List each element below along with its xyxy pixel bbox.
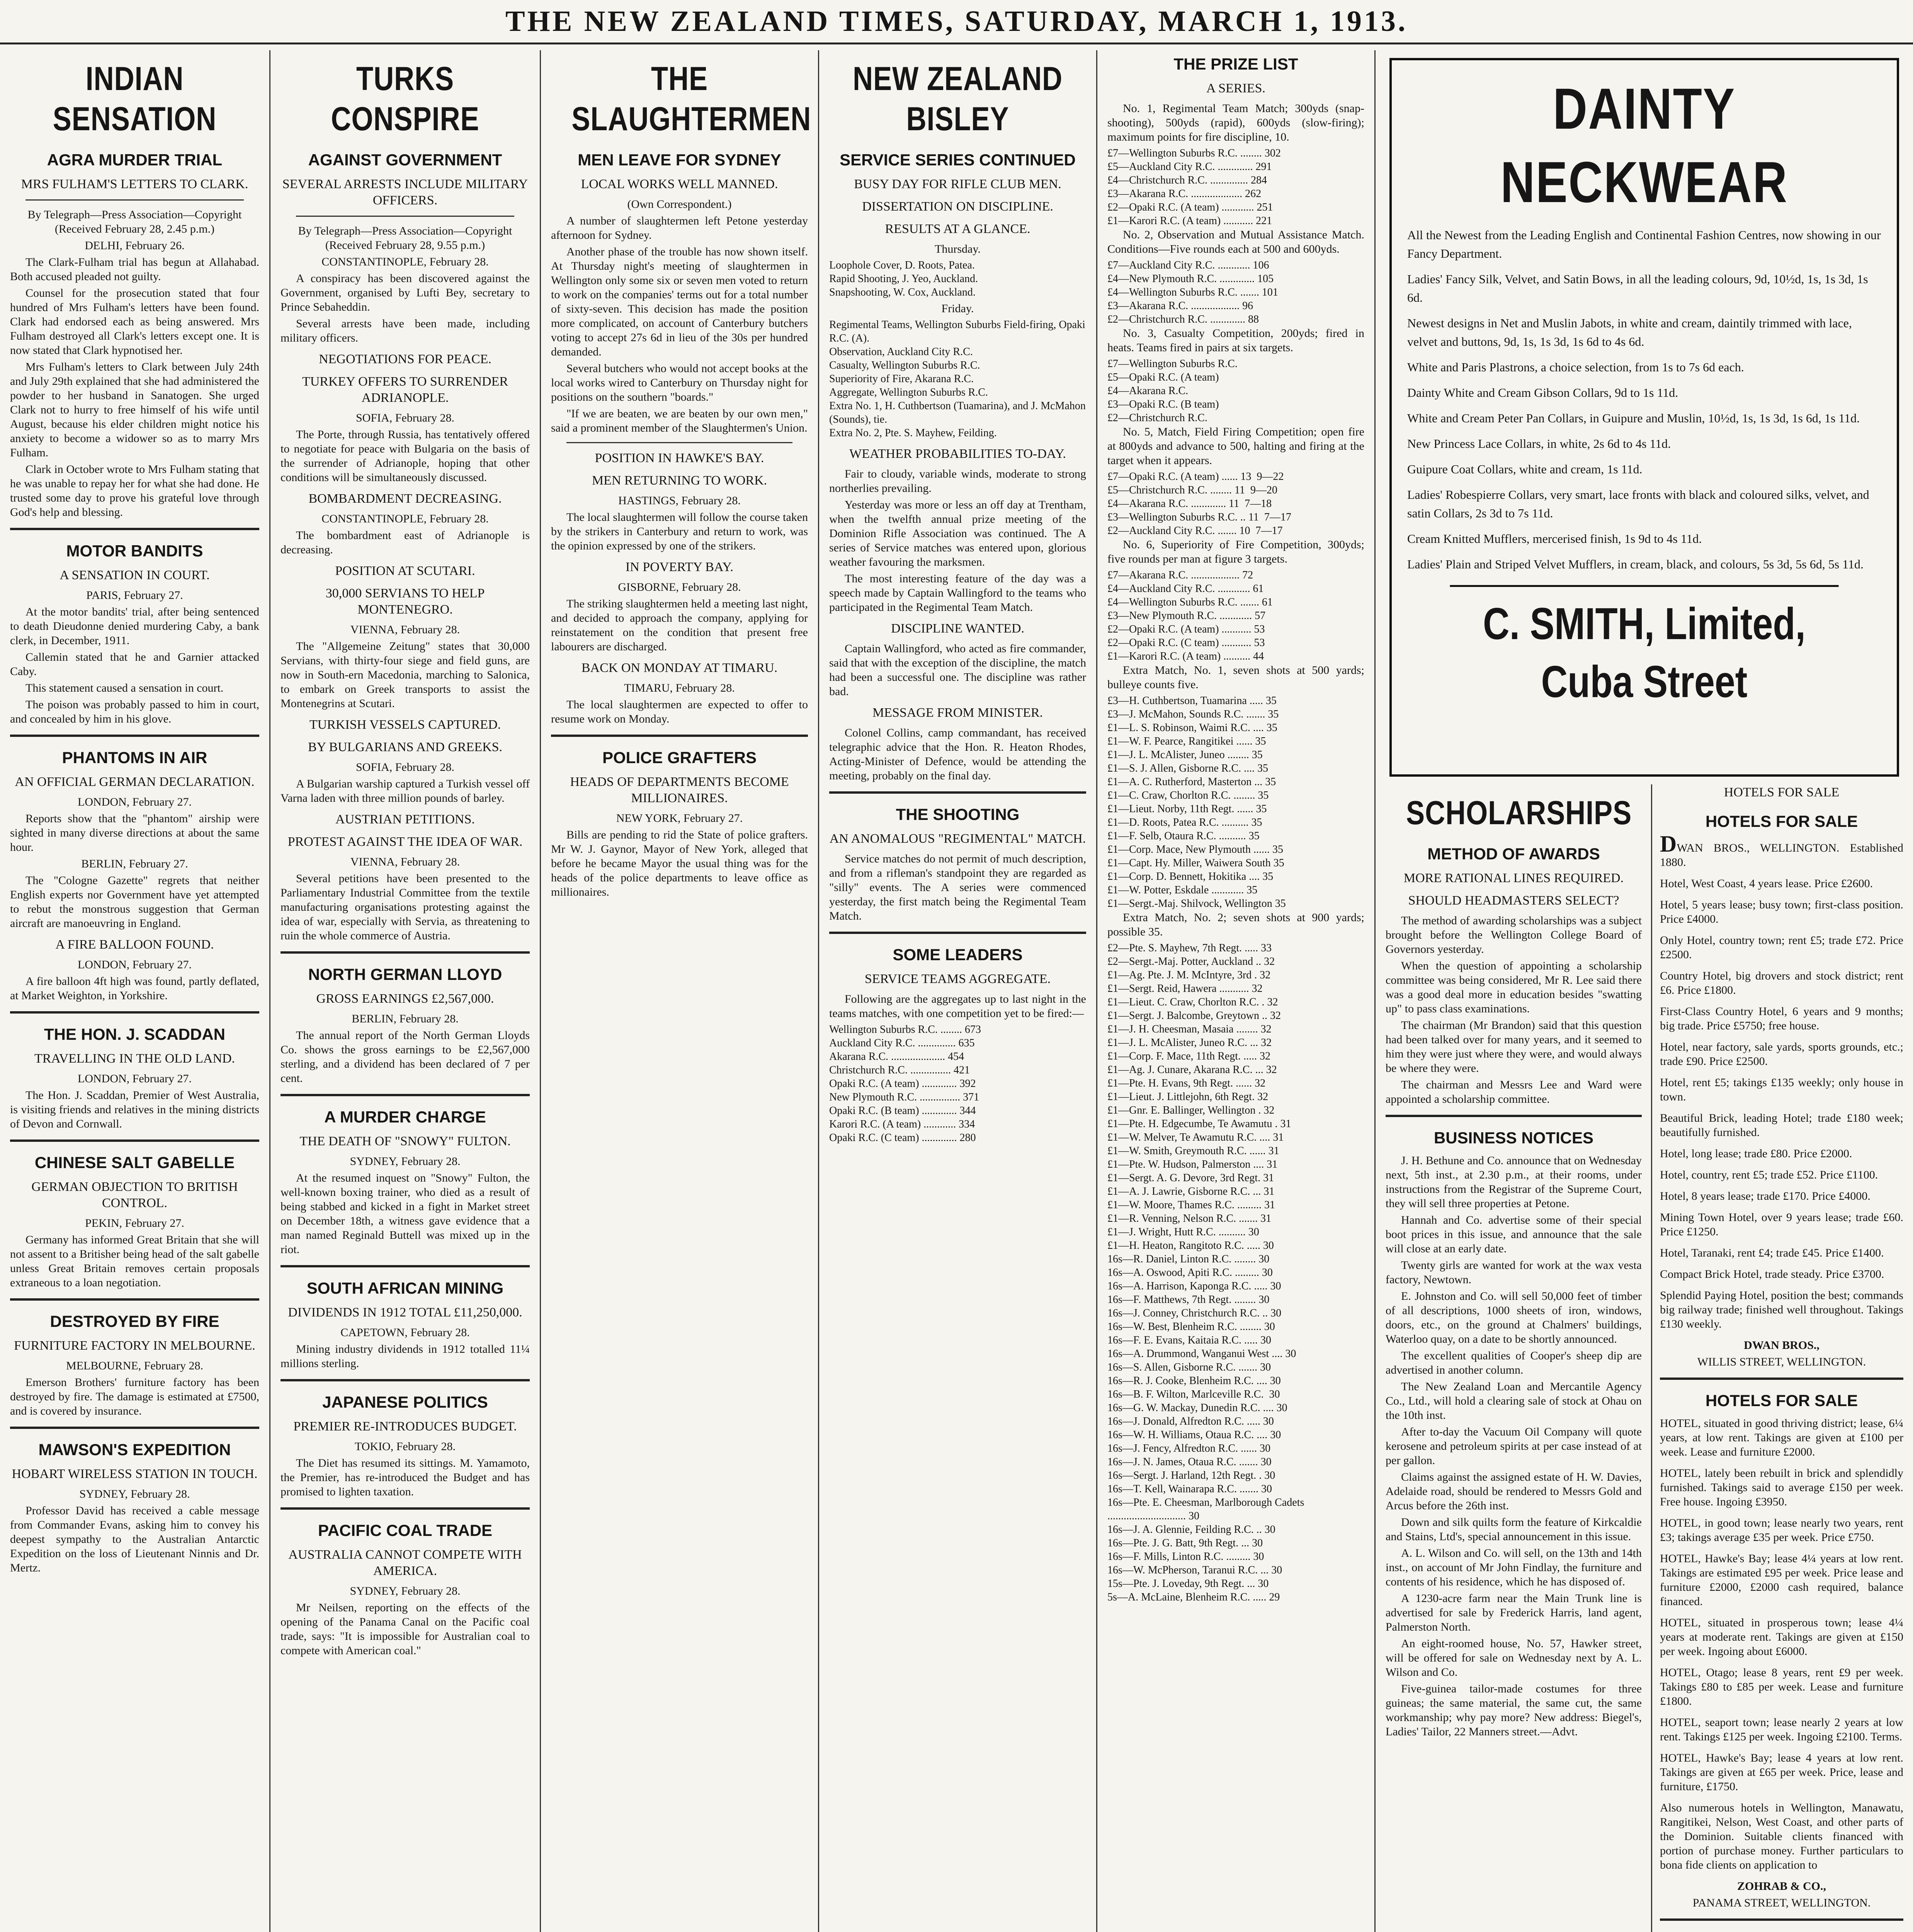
paragraph: Germany has informed Great Britain that she will not assent to a Britisher being head of the salt gabelle unless Great Britain removes certain proposals extraneous to a loan negotiation. xyxy=(10,1233,259,1289)
hotel-listing: HOTEL, Otago; lease 8 years, rent £9 per week. Takings £80 to £85 per week. Lease and furniture £1800. xyxy=(1660,1666,1903,1708)
dwan-intro xyxy=(1660,831,1903,869)
subhead-small: RESULTS AT A GLANCE. xyxy=(885,222,1030,236)
paragraph: Twenty girls are wanted for work at the wax vesta factory, Newtown. xyxy=(1386,1259,1642,1286)
dateline: TIMARU, February 28. xyxy=(624,682,735,694)
subhead-small: AUSTRALIA CANNOT COMPETE WITH AMERICA. xyxy=(288,1548,522,1578)
masthead: THE NEW ZEALAND TIMES, SATURDAY, MARCH 1, 1913. xyxy=(0,0,1913,44)
section-divider xyxy=(829,791,1086,794)
paragraph: The "Cologne Gazette" regrets that neither English experts nor Government have yet attempted to rebut the monstrous suggestion that German aircraft are manoeuvring in England. xyxy=(10,874,259,930)
subhead-small: DIVIDENDS IN 1912 TOTAL £11,250,000. xyxy=(288,1305,522,1320)
dateline: HASTINGS, February 28. xyxy=(618,494,741,507)
subhead-small: THE DEATH OF "SNOWY" FULTON. xyxy=(299,1134,511,1148)
section-divider xyxy=(10,1298,259,1301)
paragraph: Another phase of the trouble has now shown itself. At Thursday night's meeting of slaughtermen in Wellington only some six or seven men voted to return to work on the companies' terms out for a total number of sixty-seven. This decision has made the position more complicated, on account of Canterbury butchers voting to accept 27s 6d in lieu of the 30s per hundred demanded. xyxy=(551,245,808,358)
paragraph: The most interesting feature of the day was a speech made by Captain Wallingford to the teams who participated in the Regimental Team Match. xyxy=(829,572,1086,614)
headline-salt-gabelle: CHINESE SALT GABELLE xyxy=(34,1153,235,1172)
paragraph: An eight-roomed house, No. 57, Hawker street, will be offered for sale on Wednesday next by A. L. Wilson and Co. xyxy=(1386,1637,1642,1679)
hotel-listing: Hotel, Taranaki, rent £4; trade £45. Price £1400. xyxy=(1660,1247,1884,1259)
headline-some-leaders: SOME LEADERS xyxy=(893,946,1023,964)
paragraph: After to-day the Vacuum Oil Company will quote kerosene and petroleum spirits at per case instead of at per gallon. xyxy=(1386,1425,1642,1467)
section-divider xyxy=(10,735,259,737)
scholarships-column xyxy=(1386,784,1652,1932)
prize-list: £2—Pte. S. Mayhew, 7th Regt. ..... 33 £2—Sergt.-Maj. Potter, Auckland .. 32 £1—Ag. Pte. J. M. McIntyre, 3rd . 32 £1—Sergt. Reid, Hawera ........... 32 £1—Lieut. C. Craw, Chorlton R.C. . 32 £1—Sergt. J. Balcombe, Greytown .. 32 £1—J. H. Cheesman, Masaia ........ 32 £1—J. L. McAlister, Juneo R.C. ... 32 £1—Corp. F. Mace, 11th Regt. ..... 32 £1—Ag. J. Cunare, Akarana R.C. ... 32 £1—Pte. H. Evans, 9th Regt. ...... 32 £1—Lieut. J. Littlejohn, 6th Regt. 32 £1—Gnr. E. Ballinger, Wellington . 32 £1—Pte. H. Edgecumbe, Te Awamutu . 31 £1—W. Melver, Te Awamutu R.C. .... 31 £1—W. Smith, Greymouth R.C. ...... 31 £1—Pte. W. Hudson, Palmerston .... 31 £1—Sergt. A. G. Devore, 3rd Regt. 31 £1—A. J. Lawrie, Gisborne R.C. ... 31 £1—W. Moore, Thames R.C. ......... 31 £1—R. Venning, Nelson R.C. ....... 31 £1—J. Wright, Hutt R.C. .......... 30 £1—H. Heaton, Rangitoto R.C. ..... 30 xyxy=(1107,942,1291,1252)
prize-list: £7—Wellington Suburbs R.C. ........ 302 £5—Auckland City R.C. ............. 291 £4—Christchurch R.C. .............. 284 £3—Akarana R.C. ................... 262 £2—Opaki R.C. (A team) ............ 251 £1—Karori R.C. (A team) ........... 221 xyxy=(1107,147,1281,227)
subhead-small: POSITION AT SCUTARI. xyxy=(335,564,475,578)
dateline: SOFIA, February 28. xyxy=(356,761,454,774)
divider xyxy=(26,199,244,201)
paragraph: Emerson Brothers' furniture factory has been destroyed by fire. The damage is estimated at £7500, and is covered by insurance. xyxy=(10,1376,259,1417)
hotel-listing: HOTEL, lately been rebuilt in brick and splendidly furnished. Takings said to average £150 per week. Free house. Ingoing £3950. xyxy=(1660,1467,1903,1508)
divider xyxy=(566,442,792,443)
hotel-listing: Mining Town Hotel, over 9 years lease; trade £60. Price £1250. xyxy=(1660,1211,1903,1238)
subhead-small: BY BULGARIANS AND GREEKS. xyxy=(308,740,503,754)
hotel-listing: Hotel, West Coast, 4 years lease. Price £2600. xyxy=(1660,877,1873,890)
dateline: LONDON, February 27. xyxy=(78,958,192,971)
ad-lines xyxy=(1407,226,1881,573)
signature: DWAN BROS., xyxy=(1744,1339,1819,1352)
dateline: PEKIN, February 27. xyxy=(85,1217,184,1230)
paragraph: The excellent qualities of Cooper's sheep dip are advertised in another column. xyxy=(1386,1349,1642,1376)
dateline: VIENNA, February 28. xyxy=(350,855,460,868)
paragraph: Several petitions have been presented to the Parliamentary Industrial Committee from the textile manufacturing organisations protesting against the idea of war, especially with Servia, as threatening to ruin the whole commerce of Austria. xyxy=(281,872,530,942)
prize-list: 16s—R. Daniel, Linton R.C. ........ 30 16s—A. Oswood, Apiti R.C. ......... 30 16s—A. Harrison, Kaponga R.C. ..... 30 16s—F. Matthews, 7th Regt. ........ 30 16s—J. Conney, Christchurch R.C. .. 30 16s—W. Best, Blenheim R.C. ........ 30 16s—F. E. Evans, Kaitaia R.C. ..... 30 16s—A. Drummond, Wanganui West .... 30 16s—S. Allen, Gisborne R.C. ....... 30 16s—R. J. Cooke, Blenheim R.C. .... 30 16s—B. F. Wilton, Marlceville R.C. 30 16s—G. W. Mackay, Dunedin R.C. .... 30 16s—J. Donald, Alfredton R.C. ..... 30 16s—W. H. Williams, Otaua R.C. .... 30 16s—J. Fency, Alfredton R.C. ...... 30 16s—J. N. James, Otaua R.C. ....... 30 16s—Sergt. J. Harland, 12th Regt. . 30 16s—T. Kell, Wainarapa R.C. ....... 30 16s—Pte. E. Cheesman, Marlborough Cadets ............................. 30 16s—J. A. Glennie, Feilding R.C. .. 30 16s—Pte. J. G. Batt, 9th Regt. ... 30 16s—F. Mills, Linton R.C. ......... 30 16s—W. McPherson, Taranui R.C. ... 30 15s—Pte. J. Loveday, 9th Regt. ... 30 5s—A. McLaine, Blenheim R.C. ..... 29 xyxy=(1107,1253,1304,1603)
subhead-small: IN POVERTY BAY. xyxy=(625,560,734,574)
signature-address: WILLIS STREET, WELLINGTON. xyxy=(1697,1355,1866,1368)
dateline: TOKIO, February 28. xyxy=(354,1440,456,1453)
subhead-small: MEN RETURNING TO WORK. xyxy=(592,473,767,488)
headline-south-african-mining: SOUTH AFRICAN MINING xyxy=(306,1279,504,1297)
dateline: Friday. xyxy=(941,302,974,315)
headline-hotels-for-sale-2: HOTELS FOR SALE xyxy=(1705,1391,1858,1410)
subhead-small: AUSTRIAN PETITIONS. xyxy=(335,812,475,827)
headline-scholarships: SCHOLARSHIPS xyxy=(1406,794,1632,832)
subhead-small: NEGOTIATIONS FOR PEACE. xyxy=(319,352,491,366)
credit: By Telegraph—Press Association—Copyright (Received February 28, 2.45 p.m.) xyxy=(27,208,242,235)
paragraph: The local slaughtermen are expected to offer to resume work on Monday. xyxy=(551,698,808,725)
column-5 xyxy=(1097,50,1376,1932)
dateline: SYDNEY, February 28. xyxy=(350,1585,461,1597)
hotels-banner: HOTELS FOR SALE xyxy=(1724,785,1840,799)
ad-line: Dainty White and Cream Gibson Collars, 9d to 1s 11d. xyxy=(1407,386,1678,400)
dateline: LONDON, February 27. xyxy=(78,1072,192,1085)
paragraph: Reports show that the "phantom" airship were sighted in many diverse directions at about the same hour. xyxy=(10,812,259,854)
hotel-listing: Hotel, near factory, sale yards, sports grounds, etc.; trade £90. Price £2500. xyxy=(1660,1041,1903,1068)
ad-line: White and Cream Peter Pan Collars, in Guipure and Muslin, 10½d, 1s, 1s 3d, 1s 6d, 1s 11d. xyxy=(1407,411,1860,425)
subhead-small: A SENSATION IN COURT. xyxy=(60,568,210,582)
column-2 xyxy=(270,50,541,1932)
headline-the-shooting: THE SHOOTING xyxy=(896,805,1020,823)
paragraph: At the motor bandits' trial, after being sentenced to death Dieudonne denied murdering Caby, a bank clerk, in December, 1911. xyxy=(10,605,259,647)
paragraph: Mr Neilsen, reporting on the effects of the opening of the Panama Canal on the Pacific coal trade, says: "It is impossible for Australian coal to compete with American coal." xyxy=(281,1601,530,1657)
headline-hotels-for-sale: HOTELS FOR SALE xyxy=(1705,812,1858,830)
paragraph: Counsel for the prosecution stated that four hundred of Mrs Fulham's letters have been found. Clark had endorsed each as being answered. Mrs Fulham destroyed all Clark's letters except one. It is now stated that Clark hypnotised her. xyxy=(10,287,259,357)
paragraph: Callemin stated that he and Garnier attacked Caby. xyxy=(10,651,259,678)
paragraph: Claims against the assigned estate of H. W. Davies, Adelaide road, should be rendered to Messrs Gold and Arcus before the 26th inst. xyxy=(1386,1471,1642,1512)
paragraph: Five-guinea tailor-made costumes for three guineas; the same material, the same cut, the same workmanship; why pay more? New address: Biegel's, Ladies' Tailor, 22 Manners street.—Advt. xyxy=(1386,1682,1642,1738)
subhead-small: DISSERTATION ON DISCIPLINE. xyxy=(862,199,1053,214)
hotel-listing: Hotel, 8 years lease; trade £170. Price £4000. xyxy=(1660,1190,1870,1202)
neckwear-advertisement xyxy=(1389,58,1899,777)
section-divider xyxy=(829,932,1086,934)
dateline: BERLIN, February 28. xyxy=(352,1012,459,1025)
ad-line: Ladies' Robespierre Collars, very smart, lace fronts with black and coloured silks, velvet, and satin Collars, 2s 3d to 7s 11d. xyxy=(1407,488,1869,520)
hotel-listing: Hotel, 5 years lease; busy town; first-class position. Price £4000. xyxy=(1660,898,1903,925)
subhead-small: MORE RATIONAL LINES REQUIRED. xyxy=(1403,871,1624,885)
subhead-small: 30,000 SERVIANS TO HELP MONTENEGRO. xyxy=(325,586,485,617)
subhead-small: BOMBARDMENT DECREASING. xyxy=(308,492,502,506)
prize-list: £7—Akarana R.C. .................. 72 £4—Auckland City R.C. ............ 61 £4—Wellington Suburbs R.C. ....... 61 £3—New Plymouth R.C. ............ 57 £2—Opaki R.C. (A team) ........... 53 £2—Opaki R.C. (C team) ........... 53 £1—Karori R.C. (A team) .......... 44 xyxy=(1107,569,1273,662)
paragraph: The bombardment east of Adrianople is decreasing. xyxy=(281,529,530,556)
dateline: LONDON, February 27. xyxy=(78,796,192,808)
subhead-small: MESSAGE FROM MINISTER. xyxy=(872,706,1043,720)
paragraph: A number of slaughtermen left Petone yesterday afternoon for Sydney. xyxy=(551,214,808,242)
drop-cap: D xyxy=(1660,831,1677,857)
section-divider xyxy=(10,1011,259,1014)
paragraph: A 1230-acre farm near the Main Trunk line is advertised for sale by Frederick Harris, land agent, Palmerston North. xyxy=(1386,1592,1642,1633)
hotel-listing: HOTEL, Hawke's Bay; lease 4 years at low rent. Takings are given at £65 per week. Price, lease and furniture, £1750. xyxy=(1660,1752,1903,1793)
headline-nz-bisley: NEW ZEALAND BISLEY xyxy=(853,60,1063,138)
paragraph: A Bulgarian warship captured a Turkish vessel off Varna laden with three million pounds of barley. xyxy=(281,777,530,804)
signature-address: PANAMA STREET, WELLINGTON. xyxy=(1692,1896,1871,1909)
paragraph: The "Allgemeine Zeitung" states that 30,000 Servians, with thirty-four siege and field guns, are now in South-ern Macedonia, marching to Salonica, to embark on Greek transports to assist the Montenegrins at Scutari. xyxy=(281,640,530,710)
column-1 xyxy=(0,50,270,1932)
paragraph: Mrs Fulham's letters to Clark between July 24th and July 29th explained that she had administered the powder to her husband in Sanatogen. She urged Clark not to hurry to free himself of his wife until August, because his elder children might notice his anxiety to become a widower so as to marry Mrs Fulham. xyxy=(10,361,259,459)
dateline: (Own Correspondent.) xyxy=(627,198,732,211)
paragraph: This statement caused a sensation in court. xyxy=(26,682,224,694)
dateline: SYDNEY, February 28. xyxy=(350,1155,461,1168)
credit: By Telegraph—Press Association—Copyright (Received February 28, 9.55 p.m.) xyxy=(298,224,512,252)
subhead-small: TURKISH VESSELS CAPTURED. xyxy=(309,718,501,732)
paragraph: No. 5, Match, Field Firing Competition; open fire at 800yds and advance to 500, halting and firing at the target when it appears. xyxy=(1107,425,1364,467)
headline-indian-sensation: INDIAN SENSATION xyxy=(53,60,217,138)
results-list: Regimental Teams, Wellington Suburbs Field-firing, Opaki R.C. (A). Observation, Auckland City R.C. Casualty, Wellington Suburbs R.C. Superiority of Fire, Akarana R.C. Aggregate, Wellington Suburbs R.C. Extra No. 1, H. Cuthbertson (Tuamarina), and J. McMahon (Sounds), tie. Extra No. 2, Pte. S. Mayhew, Feilding. xyxy=(829,319,1086,439)
subhead-small: PROTEST AGAINST THE IDEA OF WAR. xyxy=(287,835,523,849)
section-divider xyxy=(10,528,259,530)
section-divider xyxy=(10,1139,259,1142)
subhead: SERVICE SERIES CONTINUED xyxy=(840,151,1076,169)
paragraph: A conspiracy has been discovered against the Government, organised by Lufti Bey, secretary to Prince Sebaheddin. xyxy=(281,272,530,313)
paragraph: At the resumed inquest on "Snowy" Fulton, the well-known boxing trainer, who died as a result of being stabbed and kicked in a fight in Market street on December 18th, a witness gave evidence that a man named Reginald Buttell was mixed up in the riot. xyxy=(281,1172,530,1256)
subhead-small: SEVERAL ARRESTS INCLUDE MILITARY OFFICERS. xyxy=(282,177,528,207)
ad-title: DAINTY NECKWEAR xyxy=(1500,76,1788,214)
paragraph: Hannah and Co. advertise some of their special boot prices in this issue, and announce that the sale will close at an early date. xyxy=(1386,1214,1642,1255)
column-6 xyxy=(1376,50,1913,1932)
paragraph: Bills are pending to rid the State of police grafters. Mr W. J. Gaynor, Mayor of New York, alleged that before he became Mayor the usual thing was for the heads of the police departments to leave office as millionaires. xyxy=(551,828,808,898)
headline-slaughtermen: THE SLAUGHTERMEN xyxy=(571,60,811,138)
headline-north-german-lloyd: NORTH GERMAN LLOYD xyxy=(308,965,502,983)
hotel-listing: Hotel, rent £5; takings £135 weekly; only house in town. xyxy=(1660,1076,1903,1103)
hotel-listing: HOTEL, situated in prosperous town; lease 4¼ years at moderate rent. Takings are given at £150 per week. Ingoing about £6000. xyxy=(1660,1616,1903,1658)
subhead-small: A SERIES. xyxy=(1206,81,1266,95)
paragraph: No. 6, Superiority of Fire Competition, 300yds; five rounds per man at figure 3 targets. xyxy=(1107,538,1364,565)
headline-pacific-coal: PACIFIC COAL TRADE xyxy=(318,1521,493,1539)
column-3 xyxy=(541,50,819,1932)
headline-murder-charge: A MURDER CHARGE xyxy=(324,1108,486,1126)
paragraph: Yesterday was more or less an off day at Trentham, when the twelfth annual prize meeting of the Dominion Rifle Association was continued. The A series of Service matches was entered upon, glorious weather favouring the marksmen. xyxy=(829,498,1086,568)
subhead-small: LOCAL WORKS WELL MANNED. xyxy=(581,177,778,191)
prize-list: £7—Opaki R.C. (A team) ...... 13 9—22 £5—Christchurch R.C. ........ 11 9—20 £4—Akarana R.C. ............. 11 7—18 £3—Wellington Suburbs R.C. .. 11 7—17 £2—Auckland City R.C. ....... 10 7—17 xyxy=(1107,471,1291,537)
subhead-small: BACK ON MONDAY AT TIMARU. xyxy=(581,661,778,675)
hotel-listings xyxy=(1660,876,1903,1331)
hotel-listing: Splendid Paying Hotel, position the best; commands big railway trade; finished well throughout. Takings £130 weekly. xyxy=(1660,1289,1903,1330)
paragraph: The striking slaughtermen held a meeting last night, and decided to approach the company, applying for reinstatement on the condition that present free labourers are discharged. xyxy=(551,597,808,653)
subhead-small: AN OFFICIAL GERMAN DECLARATION. xyxy=(15,775,255,789)
subhead: AGRA MURDER TRIAL xyxy=(47,151,223,169)
ad-line: Guipure Coat Collars, white and cream, 1s 11d. xyxy=(1407,462,1643,476)
section-divider xyxy=(281,1507,530,1510)
results-list: Loophole Cover, D. Roots, Patea. Rapid Shooting, J. Yeo, Auckland. Snapshooting, W. Cox, Auckland. xyxy=(829,259,978,298)
paragraph: No. 3, Casualty Competition, 200yds; fired in heats. Teams fired in pairs at six targets. xyxy=(1107,327,1364,354)
subhead-small: HOBART WIRELESS STATION IN TOUCH. xyxy=(12,1467,258,1481)
dateline: DELHI, February 26. xyxy=(85,239,185,252)
hotel-listing: Hotel, long lease; trade £80. Price £2000. xyxy=(1660,1147,1852,1160)
prize-list: £7—Auckland City R.C. ............ 106 £4—New Plymouth R.C. ............. 105 £4—Wellington Suburbs R.C. ....... 101 £3—Akarana R.C. .................. 96 £2—Christchurch R.C. ............. 88 xyxy=(1107,259,1278,325)
subhead-small: SERVICE TEAMS AGGREGATE. xyxy=(864,972,1051,986)
dateline: SYDNEY, February 28. xyxy=(79,1488,190,1500)
results-list: Wellington Suburbs R.C. ........ 673 Auckland City R.C. .............. 635 Akarana R.C. .................... 454 Christchurch R.C. ............... 421 Opaki R.C. (A team) ............. 392 New Plymouth R.C. ............... 371 Opaki R.C. (B team) ............. 344 Karori R.C. (A team) ............ 334 Opaki R.C. (C team) ............. 280 xyxy=(829,1024,981,1144)
ad-line: All the Newest from the Leading English and Continental Fashion Centres, now showing in our Fancy Department. xyxy=(1407,228,1881,260)
dateline: NEW YORK, February 27. xyxy=(616,812,743,825)
paragraph: A fire balloon 4ft high was found, partly deflated, at Market Weighton, in Yorkshire. xyxy=(10,975,259,1002)
subhead-small: PREMIER RE-INTRODUCES BUDGET. xyxy=(293,1419,517,1434)
paragraph: Extra Match, No. 1, seven shots at 500 yards; bulleye counts five. xyxy=(1107,664,1364,691)
paragraph: Clark in October wrote to Mrs Fulham stating that he was unable to repay her for what she had done. He trusted some day to prove his grateful love through God's help and blessing. xyxy=(10,463,259,519)
section-divider xyxy=(10,1427,259,1429)
headline-mawson: MAWSON'S EXPEDITION xyxy=(38,1440,231,1459)
dateline: Thursday. xyxy=(935,243,981,255)
hotel-listing: Compact Brick Hotel, trade steady. Price £3700. xyxy=(1660,1268,1884,1281)
section-divider xyxy=(281,1379,530,1381)
dateline: VIENNA, February 28. xyxy=(350,623,460,636)
subhead-small: A FIRE BALLOON FOUND. xyxy=(55,937,214,952)
paragraph: The poison was probably passed to him in court, and concealed by him in his glove. xyxy=(10,698,259,725)
ad-line: New Princess Lace Collars, in white, 2s 6d to 4s 11d. xyxy=(1407,437,1671,451)
headline-destroyed-by-fire: DESTROYED BY FIRE xyxy=(50,1312,219,1330)
subhead-small: POSITION IN HAWKE'S BAY. xyxy=(595,451,764,465)
paragraph: The Porte, through Russia, has tentatively offered to negotiate for peace with Bulgaria on the basis of the surrender of Adrianople, hoping that other conditions will be simultaneously discussed. xyxy=(281,428,530,484)
ad-line: White and Paris Plastrons, a choice selection, from 1s to 7s 6d each. xyxy=(1407,360,1744,374)
hotel-listings-2 xyxy=(1660,1416,1903,1872)
dateline: MELBOURNE, February 28. xyxy=(66,1359,203,1372)
paragraph: The Diet has resumed its sittings. M. Yamamoto, the Premier, has re-introduced the Budget and has promised to lighten taxation. xyxy=(281,1457,530,1498)
paragraph: Down and silk quilts form the feature of Kirkcaldie and Stains, Ltd's, special announcement in this issue. xyxy=(1386,1516,1642,1543)
paragraph: J. H. Bethune and Co. announce that on Wednesday next, 5th inst., at 2.30 p.m., at their rooms, under instructions from the Registrar of the Supreme Court, they will sell three properties at Petone. xyxy=(1386,1154,1642,1210)
hotels-column xyxy=(1660,784,1903,1932)
paragraph: No. 2, Observation and Mutual Assistance Match. Conditions—Five rounds each at 500 and 600yds. xyxy=(1107,228,1364,255)
headline-police-grafters: POLICE GRAFTERS xyxy=(602,748,757,767)
hotel-listing: HOTEL, situated in good thriving district; lease, 6¼ years, at low rent. Takings are given at £100 per week. Lease and furniture £2000. xyxy=(1660,1417,1903,1458)
paragraph: Colonel Collins, camp commandant, has received telegraphic advice that the Hon. R. Heaton Rhodes, Acting-Minister of Defence, would be attending the meeting, probably on the final day. xyxy=(829,726,1086,782)
paragraph: A. L. Wilson and Co. will sell, on the 13th and 14th inst., on account of Mr John Findlay, the furniture and contents of his residence, which he has disposed of. xyxy=(1386,1547,1642,1588)
paragraph: "If we are beaten, we are beaten by our own men," said a prominent member of the Slaughtermen's Union. xyxy=(551,407,808,434)
signature: ZOHRAB & CO., xyxy=(1737,1880,1826,1893)
prize-list: £7—Wellington Suburbs R.C. £5—Opaki R.C. (A team) £4—Akarana R.C. £3—Opaki R.C. (B team) £2—Christchurch R.C. xyxy=(1107,358,1238,424)
paragraph: The Hon. J. Scaddan, Premier of West Australia, is visiting friends and relatives in the mining districts of Devon and Cornwall. xyxy=(10,1089,259,1130)
section-divider xyxy=(551,735,808,737)
paragraph: Following are the aggregates up to last night in the teams matches, with one competition yet to be fired:— xyxy=(829,993,1086,1020)
hotel-listing: First-Class Country Hotel, 6 years and 9 months; big trade. Price £5750; free house. xyxy=(1660,1005,1903,1032)
hotel-listing: HOTEL, Hawke's Bay; lease 4¼ years at low rent. Takings are estimated £95 per week. Price lease and furniture £2000, £2000 cash required, balance financed. xyxy=(1660,1552,1903,1608)
headline-prize-list: THE PRIZE LIST xyxy=(1173,55,1298,73)
paragraph: The method of awarding scholarships was a subject brought before the Wellington College Board of Governors yesterday. xyxy=(1386,914,1642,956)
subhead: MEN LEAVE FOR SYDNEY xyxy=(578,151,781,169)
prize-list: £3—H. Cuthbertson, Tuamarina ..... 35 £3—J. McMahon, Sounds R.C. ....... 35 £1—L. S. Robinson, Waimi R.C. .... 35 £1—W. F. Pearce, Rangitikei ...... 35 £1—J. L. McAlister, Juneo ........ 35 £1—S. J. Allen, Gisborne R.C. .... 35 £1—A. C. Rutherford, Masterton ... 35 £1—C. Craw, Chorlton R.C. ........ 35 £1—Lieut. Norby, 11th Regt. ...... 35 £1—D. Roots, Patea R.C. .......... 35 £1—F. Selb, Otaura R.C. .......... 35 £1—Corp. Mace, New Plymouth ...... 35 £1—Capt. Hy. Miller, Waiwera South 35 £1—Corp. D. Bennett, Hokitika .... 35 £1—W. Potter, Eskdale ............ 35 £1—Sergt.-Maj. Shilvock, Wellington 35 xyxy=(1107,695,1286,910)
section-divider xyxy=(281,1094,530,1096)
dwan-intro-text: WAN BROS., WELLINGTON. Established 1880. xyxy=(1660,842,1903,869)
headline-motor-bandits: MOTOR BANDITS xyxy=(66,542,203,560)
paragraph: Extra Match, No. 2; seven shots at 900 yards; possible 35. xyxy=(1107,911,1364,938)
subhead: METHOD OF AWARDS xyxy=(1427,845,1600,863)
ad-line: Ladies' Plain and Striped Velvet Mufflers, in cream, black, and colours, 5s 3d, 5s 6d, 5s 11d. xyxy=(1407,557,1864,571)
hotel-listing: HOTEL, in good town; lease nearly two years, rent £3; takings average £35 per week. Price £750. xyxy=(1660,1517,1903,1544)
ad-line: Newest designs in Net and Muslin Jabots, in white and cream, daintily trimmed with lace, velvet and buttons, 9d, 1s, 1s 3d, 1s 6d to 4s 6d. xyxy=(1407,316,1852,349)
paragraph: When the question of appointing a scholarship committee was being considered, Mr R. Lee said there was a good deal more in education besides "swatting up" to pass class examinations. xyxy=(1386,959,1642,1015)
subhead-small: GROSS EARNINGS £2,567,000. xyxy=(316,992,494,1006)
dateline: BERLIN, February 27. xyxy=(81,857,188,870)
section-divider xyxy=(281,1265,530,1267)
subhead-small: MRS FULHAM'S LETTERS TO CLARK. xyxy=(21,177,248,191)
column-4 xyxy=(819,50,1097,1932)
headline-scaddan: THE HON. J. SCADDAN xyxy=(44,1025,226,1043)
paragraph: The annual report of the North German Lloyds Co. shows the gross earnings to be £2,567,000 sterling, and a dividend has been declared of 7 per cent. xyxy=(281,1029,530,1085)
paragraph: E. Johnston and Co. will sell 50,000 feet of timber of all descriptions, 1000 sheets of iron, windows, doors, etc., on the ground at Chalmers' buildings, Waterloo quay, on a date to be shortly announced. xyxy=(1386,1290,1642,1345)
subhead-small: WEATHER PROBABILITIES TO-DAY. xyxy=(849,447,1066,461)
dateline: SOFIA, February 28. xyxy=(356,412,454,424)
hotel-listing: Beautiful Brick, leading Hotel; trade £180 week; beautifully furnished. xyxy=(1660,1112,1903,1139)
dateline: CONSTANTINOPLE, February 28. xyxy=(321,512,489,525)
paragraph: The chairman and Messrs Lee and Ward were appointed a scholarship committee. xyxy=(1386,1078,1642,1105)
paragraph: Fair to cloudy, variable winds, moderate to strong northerlies prevailing. xyxy=(829,468,1086,495)
headline-phantoms: PHANTOMS IN AIR xyxy=(62,748,207,767)
section-divider xyxy=(1660,1378,1903,1380)
subhead: AGAINST GOVERNMENT xyxy=(308,151,502,169)
paragraph: Several arrests have been made, including military officers. xyxy=(281,317,530,344)
section-divider xyxy=(1386,1115,1642,1117)
headline-japanese-politics: JAPANESE POLITICS xyxy=(322,1393,488,1411)
section-divider xyxy=(1660,1918,1903,1921)
dateline: CONSTANTINOPLE, February 28. xyxy=(321,255,489,268)
hotel-listing: Also numerous hotels in Wellington, Manawatu, Rangitikei, Nelson, West Coast, and other parts of the Dominion. Suitable clients financed with portion of purchase money. Further particulars to bona fide clients on application to xyxy=(1660,1801,1903,1871)
divider xyxy=(296,216,514,217)
subhead-small: SHOULD HEADMASTERS SELECT? xyxy=(1408,893,1619,908)
subhead-small: TRAVELLING IN THE OLD LAND. xyxy=(34,1051,235,1066)
headline-turks-conspire: TURKS CONSPIRE xyxy=(331,60,480,138)
hotel-listing: Country Hotel, big drovers and stock district; rent £6. Price £1800. xyxy=(1660,969,1903,997)
hotel-listing: Only Hotel, country town; rent £5; trade £72. Price £2500. xyxy=(1660,934,1903,961)
paragraph: Service matches do not permit of much description, and from a rifleman's standpoint they are regarded as "silly" events. The A series were commenced yesterday, the first match being the Regimental Team Match. xyxy=(829,852,1086,922)
headline-business-notices: BUSINESS NOTICES xyxy=(1433,1129,1594,1147)
dateline: PARIS, February 27. xyxy=(86,589,183,602)
subhead-small: AN ANOMALOUS "REGIMENTAL" MATCH. xyxy=(829,832,1086,846)
paragraph: The chairman (Mr Brandon) said that this question had been talked over for many years, and it seemed to him they were just where they were, and would always be where they were. xyxy=(1386,1019,1642,1075)
paragraph: Several butchers who would not accept books at the local works wired to Canterbury on Thursday night for positions on the southern "boards." xyxy=(551,362,808,403)
paragraph: Mining industry dividends in 1912 totalled 11¼ millions sterling. xyxy=(281,1343,530,1370)
ad-footer: C. SMITH, Limited, Cuba Street xyxy=(1450,585,1838,711)
paragraph: The New Zealand Loan and Mercantile Agency Co., Ltd., will hold a clearing sale of stock at Ohau on the 10th inst. xyxy=(1386,1380,1642,1422)
subhead-small: GERMAN OBJECTION TO BRITISH CONTROL. xyxy=(31,1180,238,1210)
dateline: CAPETOWN, February 28. xyxy=(340,1326,470,1339)
paragraph: Professor David has received a cable message from Commander Evans, asking him to convey his deepest sympathy to the Australian Antarctic Expedition on the loss of Lieutenant Ninnis and Dr. Mertz. xyxy=(10,1504,259,1574)
subhead-small: DISCIPLINE WANTED. xyxy=(891,621,1024,636)
ad-line: Ladies' Fancy Silk, Velvet, and Satin Bows, in all the leading colours, 9d, 10½d, 1s, 1s 3d, 1s 6d. xyxy=(1407,272,1868,304)
paragraph: The local slaughtermen will follow the course taken by the strikers in Canterbury and return to work, was the opinion expressed by one of the strikers. xyxy=(551,511,808,552)
hotel-listing: HOTEL, seaport town; lease nearly 2 years at low rent. Takings £125 per week. Ingoing £2100. Terms. xyxy=(1660,1716,1903,1743)
ad-line: Cream Knitted Mufflers, mercerised finish, 1s 9d to 4s 11d. xyxy=(1407,532,1702,546)
paragraph: No. 1, Regimental Team Match; 300yds (snap-shooting), 500yds (rapid), 600yds (slow-firing); maximum points for fire discipline, 10. xyxy=(1107,102,1364,143)
dateline: GISBORNE, February 28. xyxy=(618,581,741,594)
subhead-small: FURNITURE FACTORY IN MELBOURNE. xyxy=(14,1338,255,1353)
hotel-listing: Hotel, country, rent £5; trade £52. Price £1100. xyxy=(1660,1168,1878,1181)
section-divider xyxy=(281,951,530,954)
subhead-small: HEADS OF DEPARTMENTS BECOME MILLIONAIRES. xyxy=(570,775,789,805)
subhead-small: BUSY DAY FOR RIFLE CLUB MEN. xyxy=(854,177,1061,191)
paragraph: The Clark-Fulham trial has begun at Allahabad. Both accused pleaded not guilty. xyxy=(10,256,259,283)
paragraph: Captain Wallingford, who acted as fire commander, said that with the exception of the discipline, the match had been a successful one. The discipline was rather bad. xyxy=(829,642,1086,698)
subhead-small: TURKEY OFFERS TO SURRENDER ADRIANOPLE. xyxy=(302,374,508,405)
